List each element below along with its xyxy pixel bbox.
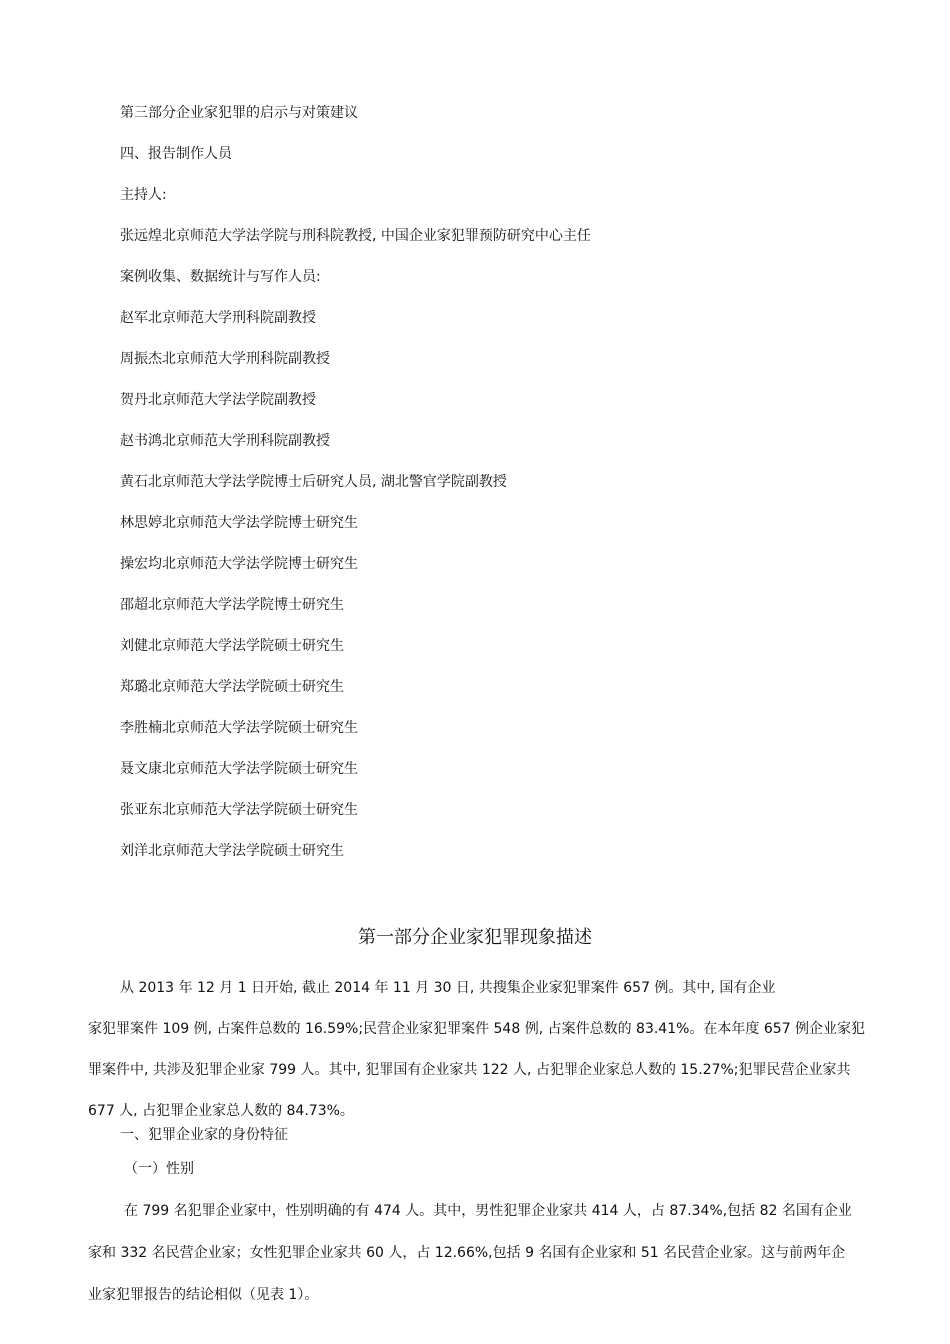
team-member: 黄石北京师范大学法学院博士后研究人员, 湖北警官学院副教授 (120, 474, 507, 490)
team-label: 案例收集、数据统计与写作人员: (120, 269, 321, 285)
part1-title: 第一部分企业家犯罪现象描述 (358, 927, 592, 948)
team-member: 林思婷北京师范大学法学院博士研究生 (120, 515, 358, 531)
toc-part3: 第三部分企业家犯罪的启示与对策建议 (120, 105, 358, 121)
host-name: 张远煌北京师范大学法学院与刑科院教授, 中国企业家犯罪预防研究中心主任 (120, 228, 591, 244)
team-member: 郑璐北京师范大学法学院硕士研究生 (120, 679, 344, 695)
intro-paragraph-line: 罪案件中, 共涉及犯罪企业家 799 人。其中, 犯罪国有企业家共 122 人, 占犯罪企业家总人数的 15.27%;犯罪民营企业家共 (88, 1062, 851, 1078)
team-member: 赵军北京师范大学刑科院副教授 (120, 310, 316, 326)
intro-paragraph-line: 家犯罪案件 109 例, 占案件总数的 16.59%;民营企业家犯罪案件 548 例, 占案件总数的 83.41%。在本年度 657 例企业家犯 (88, 1021, 866, 1037)
section-1-heading: 一、犯罪企业家的身份特征 (120, 1127, 288, 1143)
intro-paragraph-line: 从 2013 年 12 月 1 日开始, 截止 2014 年 11 月 30 日, 共搜集企业家犯罪案件 657 例。其中, 国有企业 (120, 980, 776, 996)
host-label: 主持人: (120, 187, 167, 203)
subsection-gender-heading: （一）性别 (124, 1161, 194, 1177)
team-member: 操宏均北京师范大学法学院博士研究生 (120, 556, 358, 572)
gender-paragraph-line: 业家犯罪报告的结论相似（见表 1）。 (88, 1287, 319, 1303)
intro-paragraph-line: 677 人, 占犯罪企业家总人数的 84.73%。 (88, 1103, 354, 1119)
team-member: 周振杰北京师范大学刑科院副教授 (120, 351, 330, 367)
section-4-heading: 四、报告制作人员 (120, 146, 232, 162)
team-member: 贺丹北京师范大学法学院副教授 (120, 392, 316, 408)
gender-paragraph-line: 家和 332 名民营企业家；女性犯罪企业家共 60 人，占 12.66%,包括 9 名国有企业家和 51 名民营企业家。这与前两年企 (88, 1245, 846, 1261)
gender-paragraph-line: 在 799 名犯罪企业家中，性别明确的有 474 人。其中，男性犯罪企业家共 414 人，占 87.34%,包括 82 名国有企业 (124, 1203, 852, 1219)
team-member: 聂文康北京师范大学法学院硕士研究生 (120, 761, 358, 777)
team-member: 赵书鸿北京师范大学刑科院副教授 (120, 433, 330, 449)
team-member: 李胜楠北京师范大学法学院硕士研究生 (120, 720, 358, 736)
team-member: 刘洋北京师范大学法学院硕士研究生 (120, 843, 344, 859)
team-member: 张亚东北京师范大学法学院硕士研究生 (120, 802, 358, 818)
team-member: 刘健北京师范大学法学院硕士研究生 (120, 638, 344, 654)
team-member: 邵超北京师范大学法学院博士研究生 (120, 597, 344, 613)
